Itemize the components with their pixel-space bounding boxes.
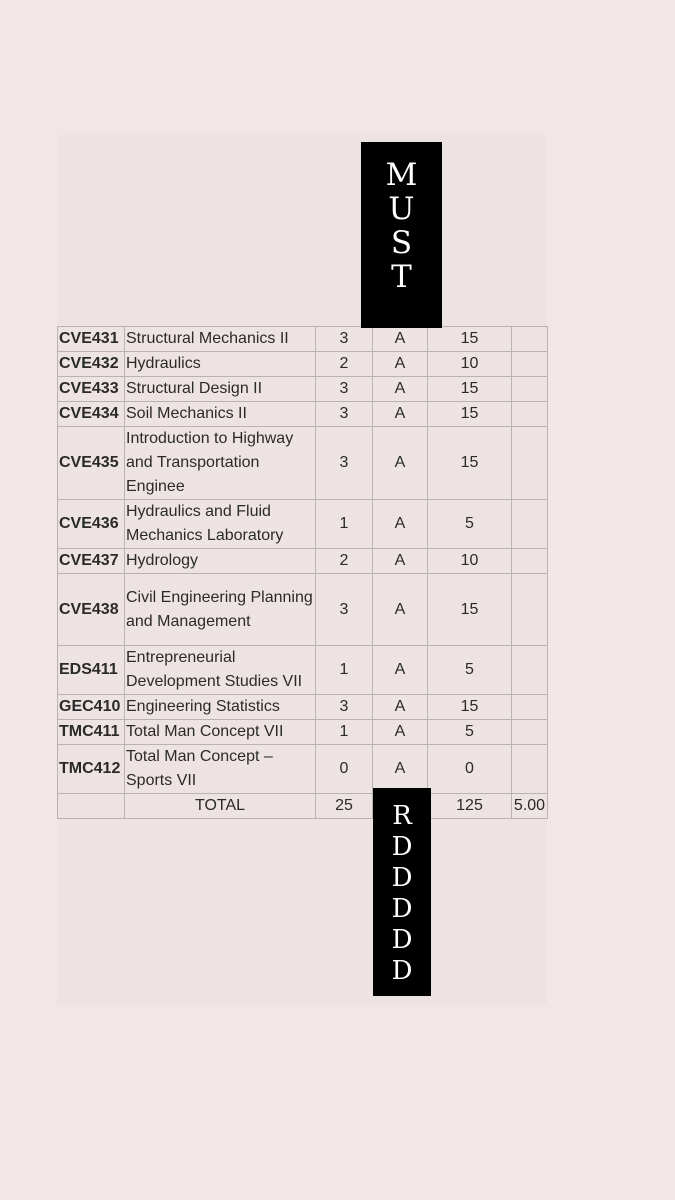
table-row: [58, 574, 548, 646]
course-title: Structural Design II: [125, 377, 316, 402]
banner-bottom-letter: R: [392, 801, 412, 831]
total-points: 125: [428, 794, 512, 819]
course-remark: [512, 402, 548, 427]
course-units: 2: [316, 352, 373, 377]
course-remark: [512, 695, 548, 720]
table-row: [58, 500, 548, 549]
course-points: 10: [428, 549, 512, 574]
course-units: 3: [316, 695, 373, 720]
course-code: CVE432: [58, 352, 125, 377]
course-units: 3: [316, 377, 373, 402]
course-units: 0: [316, 745, 373, 794]
course-points: 15: [428, 574, 512, 646]
course-units: 3: [316, 427, 373, 500]
course-grade: A: [373, 646, 428, 695]
total-row: [58, 794, 548, 819]
course-title: Introduction to Highway and Transportation Enginee: [125, 427, 316, 500]
banner-top-letter: U: [388, 191, 415, 227]
course-remark: [512, 427, 548, 500]
course-grade: A: [373, 327, 428, 352]
course-remark: [512, 352, 548, 377]
table-row: [58, 745, 548, 794]
course-code: TMC412: [58, 745, 125, 794]
banner-bottom-letter: D: [391, 894, 413, 924]
course-grade: A: [373, 352, 428, 377]
total-units: 25: [316, 794, 373, 819]
course-grade: A: [373, 402, 428, 427]
course-units: 1: [316, 646, 373, 695]
course-title: Hydraulics: [125, 352, 316, 377]
course-units: 3: [316, 402, 373, 427]
banner-bottom-letter: D: [391, 863, 413, 893]
course-code: CVE433: [58, 377, 125, 402]
course-code: GEC410: [58, 695, 125, 720]
table-row: [58, 549, 548, 574]
course-code: CVE436: [58, 500, 125, 549]
course-remark: [512, 745, 548, 794]
course-grade: A: [373, 720, 428, 745]
course-title: Total Man Concept –Sports VII: [125, 745, 316, 794]
course-grade: A: [373, 377, 428, 402]
redaction-banner-top: [361, 142, 442, 328]
course-grade: A: [373, 745, 428, 794]
redaction-banner-bottom: [373, 788, 431, 996]
course-remark: [512, 500, 548, 549]
course-points: 15: [428, 327, 512, 352]
course-points: 15: [428, 695, 512, 720]
course-title: Total Man Concept VII: [125, 720, 316, 745]
course-grade: A: [373, 574, 428, 646]
banner-bottom-letter: D: [391, 925, 413, 955]
course-grade: A: [373, 695, 428, 720]
course-code: CVE437: [58, 549, 125, 574]
course-remark: [512, 377, 548, 402]
table-row: [58, 377, 548, 402]
course-points: 10: [428, 352, 512, 377]
grades-table: [57, 326, 548, 819]
course-points: 15: [428, 377, 512, 402]
course-remark: [512, 574, 548, 646]
course-title: Entrepreneurial Development Studies VII: [125, 646, 316, 695]
table-row: [58, 646, 548, 695]
course-units: 3: [316, 327, 373, 352]
course-code: CVE435: [58, 427, 125, 500]
banner-top-letter: T: [391, 259, 412, 295]
course-remark: [512, 646, 548, 695]
total-code-cell: [58, 794, 125, 819]
banner-top-letter: M: [385, 157, 418, 193]
course-remark: [512, 720, 548, 745]
course-grade: A: [373, 500, 428, 549]
course-title: Hydrology: [125, 549, 316, 574]
table-row: [58, 352, 548, 377]
course-grade: A: [373, 427, 428, 500]
table-row: [58, 695, 548, 720]
course-units: 1: [316, 500, 373, 549]
course-title: Structural Mechanics II: [125, 327, 316, 352]
table-row: [58, 427, 548, 500]
course-points: 5: [428, 720, 512, 745]
course-remark: [512, 327, 548, 352]
course-code: CVE438: [58, 574, 125, 646]
course-code: CVE434: [58, 402, 125, 427]
table-row: [58, 402, 548, 427]
total-gpa: 5.00: [512, 794, 548, 819]
course-points: 5: [428, 500, 512, 549]
course-grade: A: [373, 549, 428, 574]
course-units: 3: [316, 574, 373, 646]
course-code: CVE431: [58, 327, 125, 352]
course-remark: [512, 549, 548, 574]
course-units: 2: [316, 549, 373, 574]
total-label: TOTAL: [125, 794, 316, 819]
course-code: TMC411: [58, 720, 125, 745]
table-row: [58, 327, 548, 352]
course-points: 15: [428, 427, 512, 500]
banner-top-letter: S: [390, 225, 413, 261]
course-units: 1: [316, 720, 373, 745]
course-title: Hydraulics and Fluid Mechanics Laboratory: [125, 500, 316, 549]
course-points: 5: [428, 646, 512, 695]
course-points: 15: [428, 402, 512, 427]
banner-bottom-letter: D: [391, 956, 413, 986]
table-row: [58, 720, 548, 745]
banner-bottom-letter: D: [391, 832, 413, 862]
course-title: Soil Mechanics II: [125, 402, 316, 427]
course-title: Civil Engineering Planning and Management: [125, 574, 316, 646]
course-code: EDS411: [58, 646, 125, 695]
course-points: 0: [428, 745, 512, 794]
course-title: Engineering Statistics: [125, 695, 316, 720]
